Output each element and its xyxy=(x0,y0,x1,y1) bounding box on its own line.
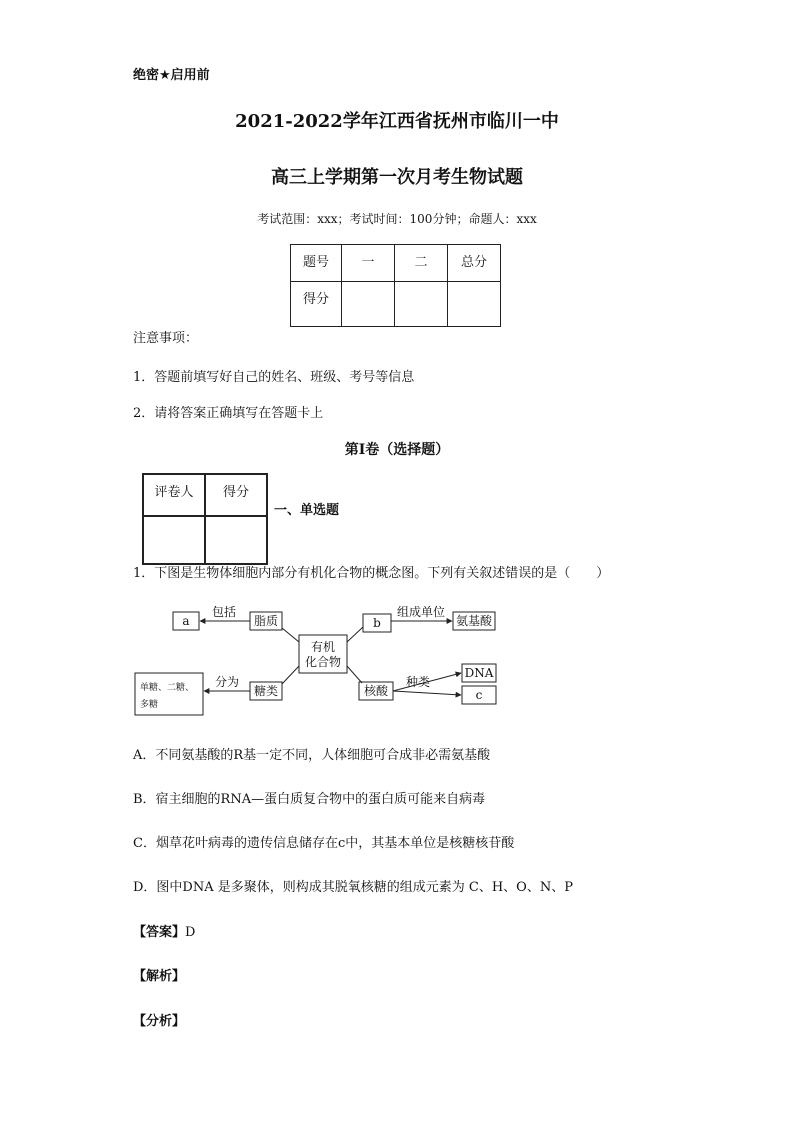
grader-cell[interactable] xyxy=(143,516,205,564)
grader-table xyxy=(142,473,268,565)
node-center-line1: 有机 xyxy=(310,640,336,654)
concept-diagram xyxy=(130,598,510,723)
edge-label-kind: 种类 xyxy=(405,675,431,689)
node-c-label: c xyxy=(475,688,483,702)
paper-title-line2: 高三上学期第一次月考生物试题 xyxy=(271,167,523,188)
notes-heading: 注意事项： xyxy=(133,331,199,346)
score-header-cell: 题号 xyxy=(291,245,342,282)
edge-center-nucleic xyxy=(347,666,362,683)
option-d: D．图中DNA 是多聚体，则构成其脱氧核糖的组成元素为 C、H、O、N、P xyxy=(133,880,573,895)
edge-center-sugar xyxy=(282,666,299,684)
node-sugar-label: 糖类 xyxy=(253,684,279,698)
edge-label-unit: 组成单位 xyxy=(396,605,446,619)
score-cell[interactable] xyxy=(448,282,501,327)
score-header-cell: 总分 xyxy=(448,245,501,282)
secret-mark: 绝密★启用前 xyxy=(133,68,210,83)
node-center-line2: 化合物 xyxy=(304,655,342,669)
score-header-cell: 一 xyxy=(342,245,395,282)
paper-title-line1: 2021-2022学年江西省抚州市临川一中 xyxy=(235,111,559,132)
score-cell[interactable] xyxy=(342,282,395,327)
edge-center-lipid xyxy=(282,628,299,642)
section-title: 第I卷（选择题） xyxy=(344,442,450,458)
node-sugartypes-line2: 多糖 xyxy=(140,700,159,710)
node-nucleic-label: 核酸 xyxy=(363,684,389,698)
breakdown-label: 【分析】 xyxy=(133,1014,186,1029)
edge-label-divide: 分为 xyxy=(214,675,240,689)
answer-label: 【答案】 xyxy=(133,925,186,940)
node-lipid-label: 脂质 xyxy=(253,614,279,628)
score-cell[interactable] xyxy=(395,282,448,327)
score-table xyxy=(290,244,501,327)
notes-item: 1．答题前填写好自己的姓名、班级、考号等信息 xyxy=(133,370,415,385)
option-b: B．宿主细胞的RNA—蛋白质复合物中的蛋白质可能来自病毒 xyxy=(133,792,486,807)
node-amino-label: 氨基酸 xyxy=(455,614,493,628)
grader-header-cell: 评卷人 xyxy=(143,474,205,516)
question-stem: 1．下图是生物体细胞内部分有机化合物的概念图。下列有关叙述错误的是（ ） xyxy=(133,566,610,581)
score-header-cell: 二 xyxy=(395,245,448,282)
answer-line xyxy=(133,921,195,940)
node-b-label: b xyxy=(373,616,381,630)
notes-item: 2．请将答案正确填写在答题卡上 xyxy=(133,406,324,421)
grader-cell[interactable] xyxy=(205,516,267,564)
analysis-label: 【解析】 xyxy=(133,969,186,984)
score-row-label: 得分 xyxy=(291,282,342,327)
edge-nucleic-c xyxy=(393,691,461,695)
edge-label-include: 包括 xyxy=(211,605,237,619)
edge-center-b xyxy=(347,627,363,642)
option-c: C．烟草花叶病毒的遗传信息储存在c中，其基本单位是核糖核苷酸 xyxy=(133,836,515,851)
exam-info: 考试范围：xxx；考试时间：100分钟；命题人：xxx xyxy=(257,212,537,226)
section-type: 一、单选题 xyxy=(274,503,340,518)
option-a: A．不同氨基酸的R基一定不同，人体细胞可合成非必需氨基酸 xyxy=(133,748,491,763)
node-sugartypes-line1: 单糖、二糖、 xyxy=(140,683,195,693)
node-a-label: a xyxy=(182,614,190,628)
node-dna-label: DNA xyxy=(464,666,494,680)
grader-header-cell: 得分 xyxy=(205,474,267,516)
answer-value: D xyxy=(185,925,196,940)
